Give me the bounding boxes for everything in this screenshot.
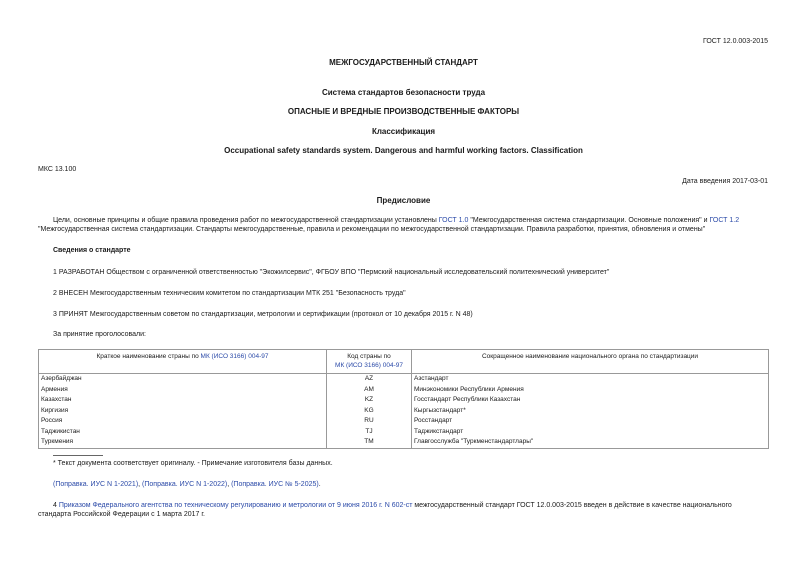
introduction-date: Дата введения 2017-03-01 (682, 178, 768, 185)
main-title: ОПАСНЫЕ И ВРЕДНЫЕ ПРОИЗВОДСТВЕННЫЕ ФАКТОРЫ (287, 107, 520, 116)
code-cell: RU (327, 416, 412, 427)
item-introduced: 2 ВНЕСЕН Межгосударственным техническим комитетом по стандартизации МТК 251 "Безопасность труда" (53, 290, 406, 297)
code-cell: AM (327, 385, 412, 396)
body-cell: Кыргызстандарт* (412, 406, 769, 417)
body-cell: Минэкономики Республики Армения (412, 385, 769, 396)
table-row (39, 427, 769, 438)
foreword-text: "Межгосударственная система стандартизации. Основные положения" и (468, 217, 710, 224)
mk-iso-link[interactable]: МК (ИСО 3166) 004-97 (335, 362, 403, 369)
code-cell: TM (327, 437, 412, 448)
country-cell: Армения (39, 385, 327, 396)
body-cell: Госстандарт Республики Казахстан (412, 395, 769, 406)
item-enacted-line2: стандарта Российской Федерации с 1 марта 2017 г. (38, 511, 205, 518)
column-header-code: Код страны по МК (ИСО 3166) 004-97 (327, 350, 412, 374)
amendment-link[interactable]: (Поправка. ИУС N 1-2021) (53, 481, 139, 488)
classification-subtitle: Классификация (371, 127, 436, 136)
column-header-country: Краткое наименование страны по МК (ИСО 3166) 004-97 (39, 350, 327, 374)
amendment-link[interactable]: (Поправка. ИУС № 5-2025) (231, 481, 319, 488)
country-cell: Туркмения (39, 437, 327, 448)
table-row (39, 374, 769, 385)
mk-iso-link[interactable]: МК (ИСО 3166) 004-97 (200, 353, 269, 360)
item-developed: 1 РАЗРАБОТАН Обществом с ограниченной ответственностью "Экожилсервис", ФГБОУ ВПО "Пермский национальный исследовательский политехнический университет" (53, 269, 610, 276)
item-enacted: 4 Приказом Федерального агентства по техническому регулированию и метрологии от 9 июня 2016 г. N 602-ст межгосударственный стандарт ГОСТ 12.0.003-2015 введен в действие в качестве национального стандарта Российской Федерации с 1 марта 2017 г. (38, 501, 778, 519)
table-row (39, 416, 769, 427)
column-header-body: Сокращенное наименование национального органа по стандартизации (412, 350, 769, 374)
country-cell: Россия (39, 416, 327, 427)
footnote: * Текст документа соответствует оригиналу. - Примечание изготовителя базы данных. (53, 460, 333, 467)
table-row (39, 385, 769, 396)
foreword-text: Цели, основные принципы и общие правила проведения работ по межгосударственной стандартизации установлены (53, 217, 439, 224)
amendments-line: (Поправка. ИУС N 1-2021), (Поправка. ИУС N 1-2022), (Поправка. ИУС № 5-2025). (53, 481, 321, 488)
foreword-title: Предисловие (376, 196, 431, 205)
country-cell: Казахстан (39, 395, 327, 406)
code-cell: TJ (327, 427, 412, 438)
standard-info-title: Сведения о стандарте (53, 247, 131, 254)
country-cell: Таджикистан (39, 427, 327, 438)
country-cell: Киргизия (39, 406, 327, 417)
code-cell: KZ (327, 395, 412, 406)
footnote-divider (53, 455, 103, 456)
mks-code: МКС 13.100 (38, 166, 77, 173)
item-adopted: 3 ПРИНЯТ Межгосударственным советом по стандартизации, метрологии и сертификации (протокол от 10 декабря 2015 г. N 48) (53, 311, 473, 318)
foreword-text-line2: "Межгосударственная система стандартизации. Стандарты межгосударственные, правила и рекомендации по межгосударственной стандартизации. Правила разработки, принятия, обновления и отмены" (38, 226, 706, 233)
gost-1-0-link[interactable]: ГОСТ 1.0 (438, 217, 469, 224)
english-title: Occupational safety standards system. Dangerous and harmful working factors. Classification (224, 146, 583, 155)
table-row (39, 406, 769, 417)
foreword-paragraph (38, 216, 769, 234)
voting-states-table (38, 349, 769, 449)
code-cell: AZ (327, 374, 412, 385)
voted-label: За принятие проголосовали: (53, 331, 146, 338)
document-code: ГОСТ 12.0.003-2015 (702, 38, 768, 45)
body-cell: Главгосслужба "Туркменстандартлары" (412, 437, 769, 448)
order-link[interactable]: Приказом Федерального агентства по техническому регулированию и метрологии от 9 июня 2016 г. N 602-ст (58, 502, 413, 509)
body-cell: Таджикстандарт (412, 427, 769, 438)
table-row (39, 395, 769, 406)
standard-heading: МЕЖГОСУДАРСТВЕННЫЙ СТАНДАРТ (329, 58, 478, 67)
amendment-link[interactable]: (Поправка. ИУС N 1-2022) (142, 481, 228, 488)
body-cell: Росстандарт (412, 416, 769, 427)
code-cell: KG (327, 406, 412, 417)
body-cell: Азстандарт (412, 374, 769, 385)
table-row (39, 437, 769, 448)
gost-1-2-link[interactable]: ГОСТ 1.2 (709, 217, 740, 224)
system-title: Система стандартов безопасности труда (321, 88, 486, 97)
country-cell: Азербайджан (39, 374, 327, 385)
